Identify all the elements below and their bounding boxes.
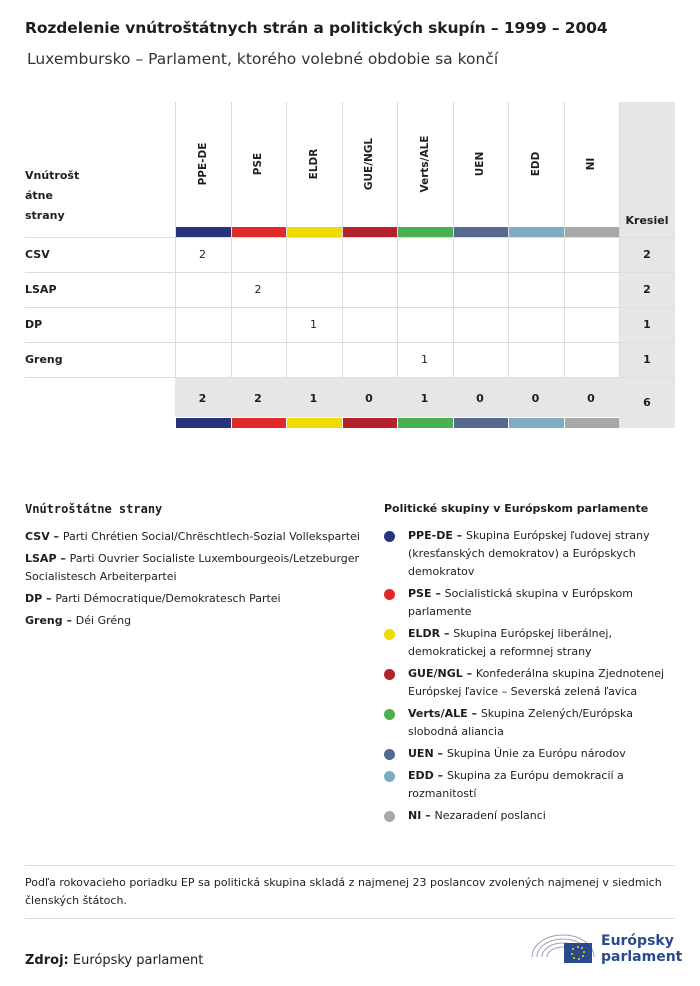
group-color-bar <box>398 227 453 237</box>
group-color-bar <box>232 418 287 428</box>
group-color-dot <box>384 749 395 760</box>
group-sum-cell: 0 <box>365 392 373 405</box>
group-legend-item: ELDR – Skupina Európskej liberálnej, demokratickej a reformnej strany <box>384 625 674 661</box>
group-legend-item: NI – Nezaradení poslanci <box>384 807 674 825</box>
seat-count-cell: 1 <box>421 353 428 366</box>
row-total-cell: 1 <box>643 318 651 331</box>
group-color-dot <box>384 811 395 822</box>
group-header-label: NI <box>585 157 597 171</box>
group-legend-item: GUE/NGL – Konfederálna skupina Zjednotenej Európskej ľavice – Severská zelená ľavica <box>384 665 674 701</box>
row-divider <box>25 342 675 343</box>
group-sum-cell: 0 <box>587 392 595 405</box>
group-color-bar <box>343 418 398 428</box>
row-header: Vnútrošt átne strany <box>25 169 80 222</box>
group-color-bar <box>398 418 453 428</box>
row-total-cell: 2 <box>643 248 651 261</box>
group-color-dot <box>384 531 395 542</box>
group-header-eldr <box>286 102 341 227</box>
group-legend-item: UEN – Skupina Únie za Európu národov <box>384 745 674 763</box>
group-header-ppe-de <box>175 102 230 227</box>
row-party-label: Greng <box>25 353 63 366</box>
distribution-table <box>25 102 675 428</box>
source-label: Zdroj: <box>25 953 69 968</box>
row-party-label: LSAP <box>25 283 57 296</box>
group-header-edd <box>508 102 563 227</box>
group-color-dot <box>384 709 395 720</box>
group-color-bar <box>287 418 342 428</box>
page-subtitle: Luxembursko – Parlament, ktorého volebné obdobie sa končí <box>27 50 499 68</box>
group-header-pse <box>231 102 286 227</box>
group-sum-cell: 2 <box>254 392 262 405</box>
group-header-uen <box>453 102 508 227</box>
group-color-bar <box>454 418 509 428</box>
row-party-label: CSV <box>25 248 50 261</box>
row-total-cell: 2 <box>643 283 651 296</box>
group-color-dot <box>384 771 395 782</box>
note-divider-top <box>25 865 675 866</box>
group-header-label: PPE-DE <box>196 142 209 186</box>
groups-legend-title: Politické skupiny v Európskom parlamente <box>384 502 649 515</box>
row-party-label: DP <box>25 318 43 331</box>
group-header-gue-ngl <box>342 102 397 227</box>
group-legend-item: PSE – Socialistická skupina v Európskom parlamente <box>384 585 674 621</box>
group-color-dot <box>384 669 395 680</box>
row-divider <box>25 272 675 273</box>
group-color-bar <box>454 227 509 237</box>
national-legend-item: CSV – Parti Chrétien Social/Chrëschtlech-Sozial Vollekspartei <box>25 530 360 543</box>
column-divider <box>619 102 620 377</box>
seat-count-cell: 2 <box>199 248 206 261</box>
row-divider <box>25 237 675 238</box>
group-sum-cell: 1 <box>309 392 318 405</box>
group-legend-item: PPE-DE – Skupina Európskej ľudovej strany (kresťanských demokratov) a Európskych demokratov <box>384 527 674 581</box>
group-color-bar <box>509 227 564 237</box>
group-legend-item: EDD – Skupina za Európu demokracií a rozmanitostí <box>384 767 674 803</box>
footnote: Podľa rokovacieho poriadku EP sa politická skupina skladá z najmenej 23 poslancov zvolených najmenej v siedmich členských štátoch. <box>25 876 662 907</box>
national-legend-item: Greng – Déi Gréng <box>25 614 132 627</box>
row-divider <box>25 377 675 378</box>
source <box>25 953 203 968</box>
group-color-bar <box>565 418 620 428</box>
group-header-label: ELDR <box>307 148 320 180</box>
group-header-label: EDD <box>529 151 542 177</box>
seats-header: Kresiel <box>625 214 669 227</box>
national-legend-item: LSAP – Parti Ouvrier Socialiste Luxembourgeois/Letzeburger Socialistesch Arbeiterpartei <box>25 552 360 583</box>
group-color-bar <box>509 418 564 428</box>
group-color-bar <box>565 227 620 237</box>
national-parties-legend <box>25 502 365 634</box>
group-color-bar <box>176 418 231 428</box>
group-color-dot <box>384 629 395 640</box>
note-divider-bottom <box>25 918 675 919</box>
group-header-label: PSE <box>252 152 264 176</box>
group-color-bar <box>176 227 231 237</box>
group-color-bar <box>343 227 398 237</box>
grand-total-cell: 6 <box>643 396 651 409</box>
row-divider <box>25 307 675 308</box>
political-groups-legend <box>384 502 674 829</box>
logo-text: Európsky parlament <box>601 933 683 965</box>
row-total-cell: 1 <box>643 353 651 366</box>
group-header-verts-ale <box>397 102 452 227</box>
group-color-dot <box>384 589 395 600</box>
group-header-label: UEN <box>474 151 486 177</box>
seat-count-cell: 2 <box>254 283 262 296</box>
group-sum-cell: 2 <box>198 392 207 405</box>
seat-count-cell: 1 <box>310 318 317 331</box>
group-color-bar <box>232 227 287 237</box>
hemicycle-icon <box>528 927 598 967</box>
page-title: Rozdelenie vnútroštátnych strán a politických skupín – 1999 – 2004 <box>25 19 608 37</box>
group-header-label: Verts/ALE <box>418 135 431 193</box>
source-text: Európsky parlament <box>72 953 204 968</box>
european-parliament-logo <box>528 927 683 967</box>
national-legend-item: DP – Parti Démocratique/Demokratesch Partei <box>25 592 281 605</box>
group-header-label: GUE/NGL <box>363 137 375 191</box>
group-sum-cell: 0 <box>476 392 484 405</box>
group-legend-item: Verts/ALE – Skupina Zelených/Európska slobodná aliancia <box>384 705 674 741</box>
group-sum-cell: 0 <box>531 392 540 405</box>
group-color-bar <box>287 227 342 237</box>
national-legend-title: Vnútroštátne strany <box>25 502 163 516</box>
group-header-ni <box>564 102 619 227</box>
seats-column-bg <box>619 102 675 428</box>
group-sum-cell: 1 <box>420 392 429 405</box>
